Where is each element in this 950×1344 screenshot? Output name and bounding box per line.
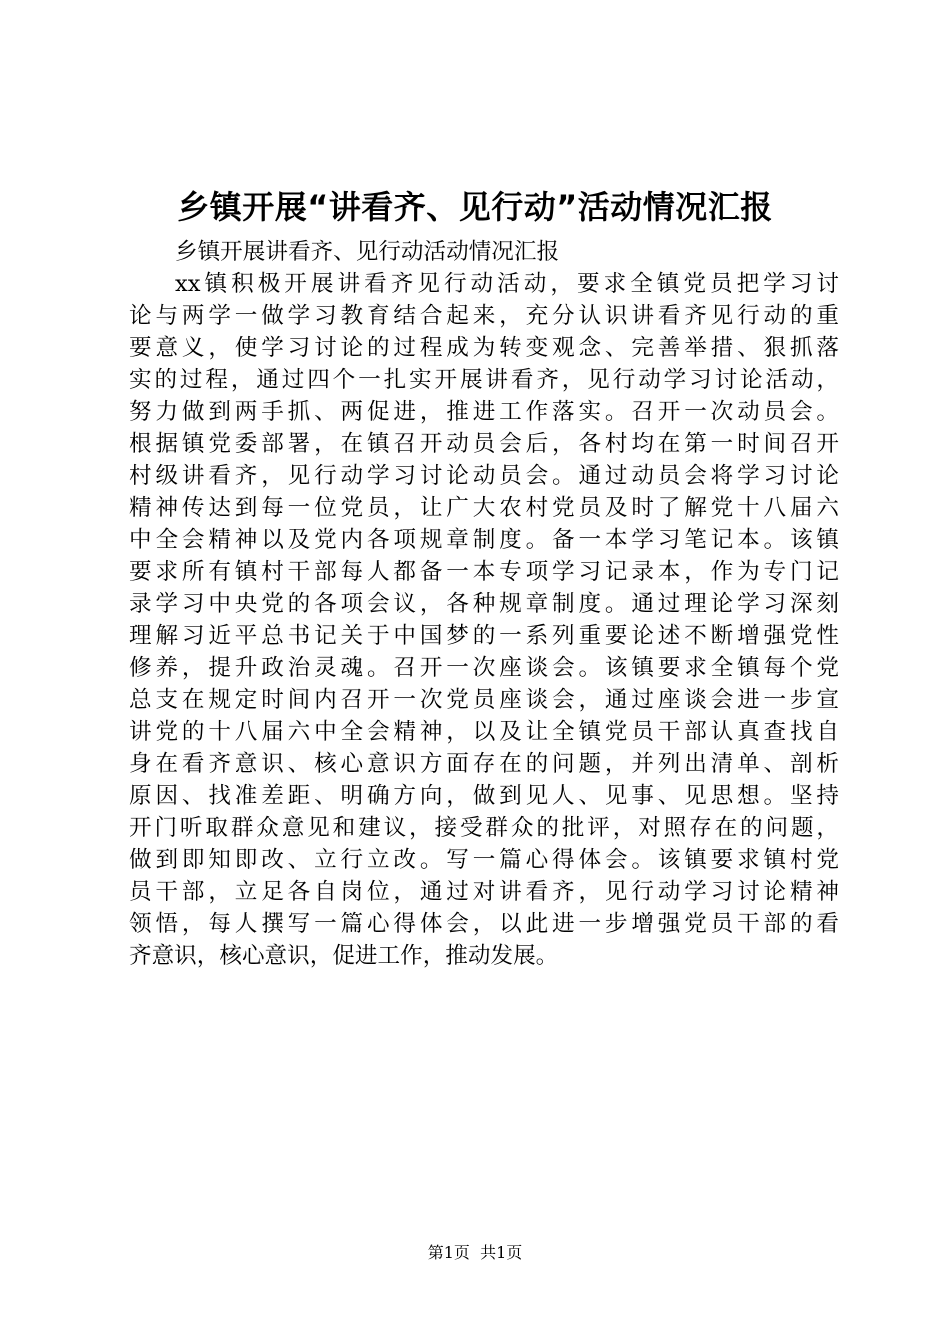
body-line: 精神传达到每一位党员，让广大农村党员及时了解党十八届六 [129, 495, 839, 521]
body-line: 齐意识，核心意识，促进工作，推动发展。 [129, 943, 559, 969]
body-line: 要意义，使学习讨论的过程成为转变观念、完善举措、狠抓落 [129, 335, 839, 361]
body-line: 论与两学一做学习教育结合起来，充分认识讲看齐见行动的重 [129, 303, 839, 329]
document-title: 乡镇开展“讲看齐、见行动”活动情况汇报 [177, 188, 773, 226]
body-line: 要求所有镇村干部每人都备一本专项学习记录本，作为专门记 [129, 559, 839, 585]
body-line: 村级讲看齐，见行动学习讨论动员会。通过动员会将学习讨论 [129, 463, 839, 489]
document-subtitle: 乡镇开展讲看齐、见行动活动情况汇报 [175, 239, 560, 265]
body-line: 身在看齐意识、核心意识方面存在的问题，并列出清单、剖析 [129, 751, 839, 777]
body-line: 努力做到两手抓、两促进，推进工作落实。召开一次动员会。 [129, 399, 839, 425]
page-number-footer: 第1页 共1页 [427, 1243, 523, 1262]
body-line: 实的过程，通过四个一扎实开展讲看齐，见行动学习讨论活动， [129, 367, 839, 393]
body-line: 理解习近平总书记关于中国梦的一系列重要论述不断增强党性 [129, 623, 839, 649]
body-line: 做到即知即改、立行立改。写一篇心得体会。该镇要求镇村党 [129, 847, 839, 873]
body-line: 根据镇党委部署，在镇召开动员会后，各村均在第一时间召开 [129, 431, 839, 457]
body-line: 讲党的十八届六中全会精神，以及让全镇党员干部认真查找自 [129, 719, 839, 745]
body-line: 中全会精神以及党内各项规章制度。备一本学习笔记本。该镇 [129, 527, 839, 553]
body-line: 员干部，立足各自岗位，通过对讲看齐，见行动学习讨论精神 [129, 879, 839, 905]
body-line: 录学习中央党的各项会议，各种规章制度。通过理论学习深刻 [129, 591, 839, 617]
body-line: 原因、找准差距、明确方向，做到见人、见事、见思想。坚持 [129, 783, 839, 809]
body-line: 修养，提升政治灵魂。召开一次座谈会。该镇要求全镇每个党 [129, 655, 839, 681]
body-line: xx镇积极开展讲看齐见行动活动，要求全镇党员把学习讨 [175, 271, 839, 297]
body-line: 开门听取群众意见和建议，接受群众的批评，对照存在的问题， [129, 815, 839, 841]
document-body [129, 236, 839, 972]
body-line: 领悟，每人撰写一篇心得体会，以此进一步增强党员干部的看 [129, 911, 839, 937]
body-line: 总支在规定时间内召开一次党员座谈会，通过座谈会进一步宣 [129, 687, 839, 713]
